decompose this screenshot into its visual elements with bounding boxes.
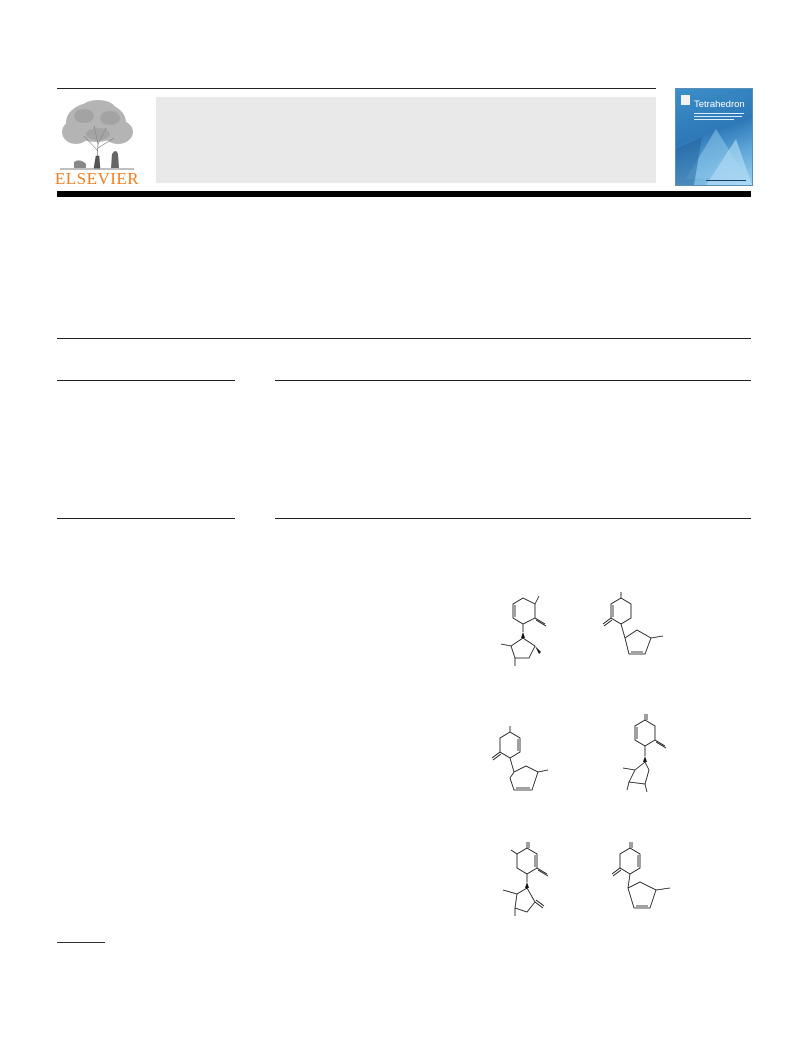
title-section-rule <box>57 338 751 339</box>
publisher-wordmark: ELSEVIER <box>54 169 140 188</box>
nucleoside-structure-5 <box>487 838 567 923</box>
journal-cover-title: Tetrahedron <box>694 99 745 110</box>
nucleoside-structure-3 <box>480 722 560 802</box>
header-top-rule <box>57 88 656 89</box>
nucleoside-structure-4 <box>605 712 685 797</box>
cover-footer-line <box>706 180 746 181</box>
nucleoside-structure-2 <box>595 590 675 670</box>
journal-banner <box>156 97 656 183</box>
nucleoside-structure-6 <box>600 838 685 923</box>
article-info-bottom-rule <box>57 518 235 519</box>
abstract-top-rule <box>275 380 751 381</box>
header-thick-rule <box>57 191 751 197</box>
journal-cover-thumbnail <box>675 88 753 186</box>
cover-art-shapes <box>676 89 752 185</box>
article-info-top-rule <box>57 380 235 381</box>
footnote-rule <box>57 942 105 943</box>
abstract-bottom-rule <box>275 518 751 519</box>
nucleoside-structure-1 <box>495 590 565 670</box>
